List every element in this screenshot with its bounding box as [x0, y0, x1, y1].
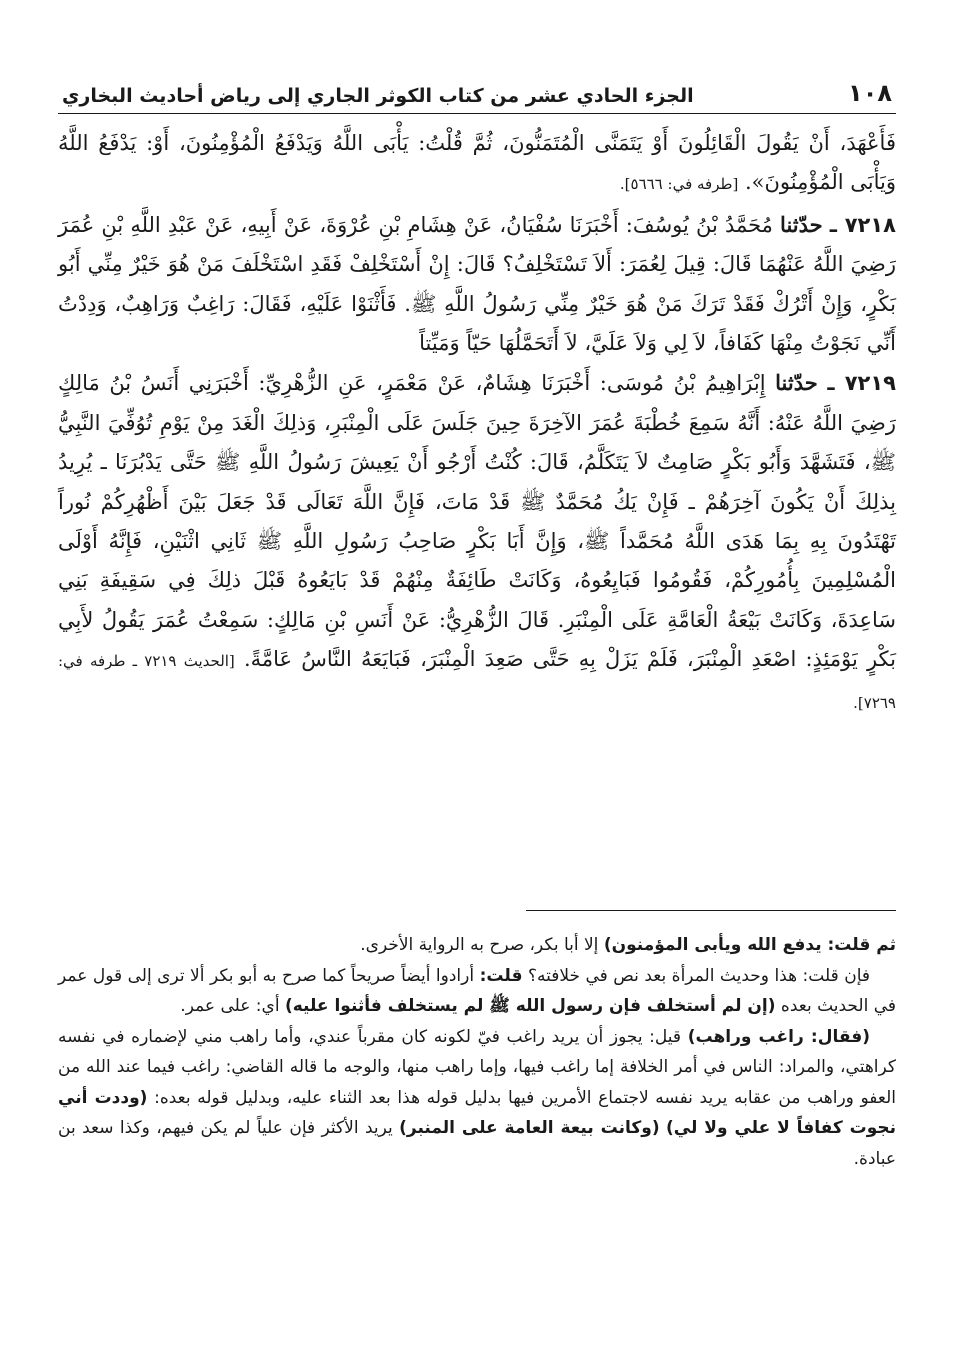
footnote-separator — [526, 910, 896, 911]
commentary-text: أرادوا أيضاً صريحاً كما صرح به أبو بكر ألا ترى إلى قول عمر في الحديث بعده — [58, 965, 896, 1016]
hadith-text — [58, 124, 896, 723]
narration-opener: حدّثنا — [780, 211, 823, 237]
commentary-lemma: (وددت أني نجوت كفافاً لا علي ولا لي) — [58, 1087, 896, 1138]
continued-text: فَأَعْهَدَ، أَنْ يَقُولَ الْقَائِلُونَ أَوْ يَتَمَنَّى الْمُتَمَنُّونَ، ثُمَّ قُلْتُ: يَأْبَى اللَّهُ وَيَدْفَعُ الْمُؤْمِنُونَ، أَوْ: يَدْفَعُ اللَّهُ وَيَأْبَى الْمُؤْمِنُونَ». — [58, 131, 896, 195]
page-number: ١٠٨ — [848, 79, 892, 107]
commentary-paragraph — [58, 961, 896, 1022]
commentary-lemma: قلت: — [479, 965, 523, 986]
hadith-number: ٧٢١٨ ـ — [829, 212, 896, 237]
commentary — [58, 930, 896, 1174]
commentary-lemma: ثم قلت: يدفع الله ويأبى المؤمنون) — [603, 935, 896, 955]
commentary-text: قيل: يجوز أن يريد راغب فيّ لكونه كان مقرباً عندي، وأما راهب مني لإضماره في نفسه كراهتي، والمراد: الناس في أمر الخلافة إما راغب فيها، وإما راهب منها، والوجه ما قاله القاضي: راغب فيما عند الله من العفو وراهب من عقابه يريد نفسه لاجتماع الأمرين فيها بدليل قوله هذا بعد الثناء عليه، وبدليل قوله بعده: — [58, 1026, 897, 1108]
narration-opener: حدّثنا — [775, 370, 818, 396]
commentary-text: إلا أبا بكر، صرح به الرواية الأخرى. — [360, 935, 599, 955]
hadith-body: إِبْرَاهِيمُ بْنُ مُوسَى: أَخْبَرَنَا هِشَامٌ، عَنْ مَعْمَرٍ، عَنِ الزُّهْرِيِّ: أَخْبَرَنِي أَنَسُ بْنُ مَالِكٍ رَضِيَ اللَّهُ عَنْهُ: أَنَّهُ سَمِعَ خُطْبَةَ عُمَرَ الآخِرَةَ حِينَ جَلَسَ عَلَى الْمِنْبَرِ، وَذلِكَ الْغَدَ مِنْ يَوْمِ تُوُفِّيَ النَّبِيُّ ﷺ، فَتَشَهَّدَ وَأَبُو بَكْرٍ صَامِتٌ لاَ يَتَكَلَّمُ، قَالَ: كُنْتُ أَرْجُو أَنْ يَعِيشَ رَسُولُ اللَّهِ ﷺ حَتَّى يَدْبُرَنَا ـ يُرِيدُ بِذلِكَ أَنْ يَكُونَ آخِرَهُمْ ـ فَإِنْ يَكُ مُحَمَّدٌ ﷺ قَدْ مَاتَ، فَإِنَّ اللَّهَ تَعَالَى قَدْ جَعَلَ بَيْنَ أَظْهُرِكُمْ نُوراً تَهْتَدُونَ بِهِ بِمَا هَدَى اللَّهُ مُحَمَّداً ﷺ، وَإِنَّ أَبَا بَكْرٍ صَاحِبُ رَسُولِ اللَّهِ ﷺ ثَانِي اثْنَيْنِ، فَإِنَّهُ أَوْلَى الْمُسْلِمِينَ بِأُمُورِكُمْ، فَقُومُوا فَبَايِعُوهُ، وَكَانَتْ طَائِفَةٌ مِنْهُمْ قَدْ بَايَعُوهُ قَبْلَ ذلِكَ فِي سَقِيفَةِ بَنِي سَاعِدَةَ، وَكَانَتْ بَيْعَةُ الْعَامَّةِ عَلَى الْمِنْبَرِ. قَالَ الزُّهْرِيُّ: عَنْ أَنَسِ بْنِ مَالِكٍ: سَمِعْتُ عُمَرَ يَقُولُ لأَبِي بَكْرٍ يَوْمَئِذٍ: اصْعَدِ الْمِنْبَرَ، فَلَمْ يَزَلْ بِهِ حَتَّى صَعِدَ الْمِنْبَرَ، فَبَايَعَهُ النَّاسُ عَامَّةً. — [58, 371, 897, 672]
hadith-body: مُحَمَّدُ بْنُ يُوسُفَ: أَخْبَرَنَا سُفْيَانُ، عَنْ هِشَامِ بْنِ عُرْوَةَ، عَنْ أَبِيهِ، عَنْ عَبْدِ اللَّهِ بْنِ عُمَرَ رَضِيَ اللَّهُ عَنْهُمَا قَالَ: قِيلَ لِعُمَرَ: أَلاَ تَسْتَخْلِفُ؟ قَالَ: إِنْ أَسْتَخْلِفْ فَقَدِ اسْتَخْلَفَ مَنْ هُوَ خَيْرٌ مِنِّي أَبُو بَكْرٍ، وَإِنْ أَتْرُكْ فَقَدْ تَرَكَ مَنْ هُوَ خَيْرٌ مِنِّي رَسُولُ اللَّهِ ﷺ. فَأَثْنَوْا عَلَيْهِ، فَقَالَ: رَاغِبٌ وَرَاهِبٌ، وَدِدْتُ أَنِّي نَجَوْتُ مِنْهَا كَفَافاً، لاَ لِي وَلاَ عَلَيَّ، لاَ أَتَحَمَّلُهَا حَيّاً وَمَيِّتاً — [58, 212, 896, 356]
hadith-number: ٧٢١٩ ـ — [827, 371, 897, 396]
page-header — [58, 70, 896, 114]
cross-reference: [الحديث ٧٢١٩ ـ طرفه في: ٧٢٦٩]. — [58, 652, 896, 712]
hadith-7218 — [58, 205, 896, 364]
continued-paragraph — [58, 124, 896, 205]
hadith-7219 — [58, 363, 896, 723]
running-title: الجزء الحادي عشر من كتاب الكوثر الجاري إلى رياض أحاديث البخاري — [62, 85, 694, 107]
commentary-text: يريد الأكثر فإن علياً لم يكن فيهم، وكذا سعد بن عبادة. — [58, 1118, 896, 1169]
commentary-lemma: (وكانت بيعة العامة على المنبر) — [399, 1118, 660, 1138]
commentary-text: فإن قلت: هذا وحديث المرأة بعد نص في خلافته؟ — [527, 965, 871, 986]
commentary-paragraph — [58, 930, 896, 961]
book-page — [58, 70, 897, 1169]
commentary-lemma: (إن لم أستخلف فإن رسول الله ﷺ لم يستخلف فأثنوا عليه) — [284, 996, 776, 1016]
cross-reference: [طرفه في: ٥٦٦٦]. — [619, 175, 739, 194]
commentary-lemma: (فقال: راغب وراهب) — [687, 1026, 870, 1047]
commentary-text: أي: على عمر. — [180, 996, 280, 1016]
commentary-paragraph — [58, 1022, 896, 1175]
